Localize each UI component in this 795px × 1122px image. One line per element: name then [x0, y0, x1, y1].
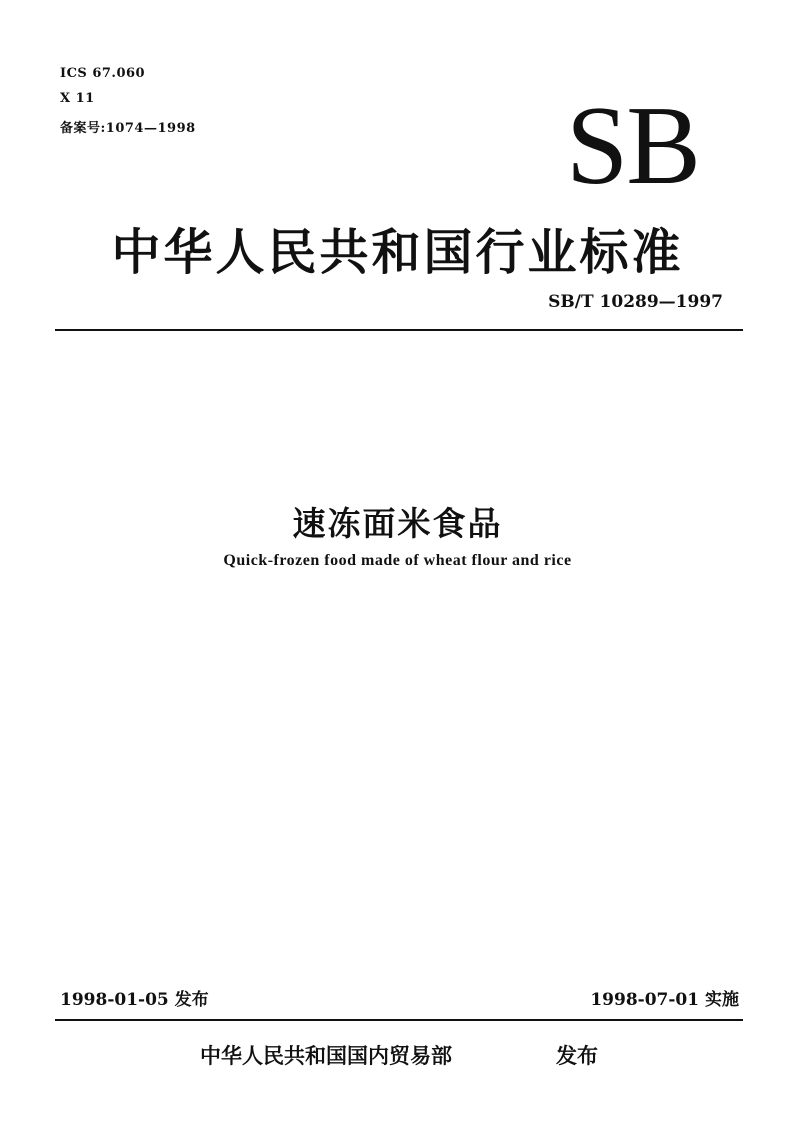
- issuing-authority: 中华人民共和国国内贸易部: [200, 1044, 452, 1068]
- document-title-chinese: 速冻面米食品: [292, 504, 503, 543]
- header-divider: [55, 329, 743, 331]
- record-number: 备案号:1074—1998: [60, 121, 196, 136]
- sb-logo: SB: [566, 84, 699, 208]
- classification-code: X 11: [60, 91, 95, 106]
- issue-date: 1998-01-05 发布: [60, 990, 209, 1010]
- ics-code: ICS 67.060: [60, 66, 146, 81]
- implementation-date: 1998-07-01 实施: [590, 990, 739, 1010]
- footer-divider: [55, 1019, 743, 1021]
- standard-number: SB/T 10289—1997: [548, 292, 723, 312]
- document-title-english: Quick-frozen food made of wheat flour and rice: [223, 552, 572, 569]
- issuer-action: 发布: [556, 1044, 598, 1068]
- standard-title: 中华人民共和国行业标准: [111, 223, 684, 281]
